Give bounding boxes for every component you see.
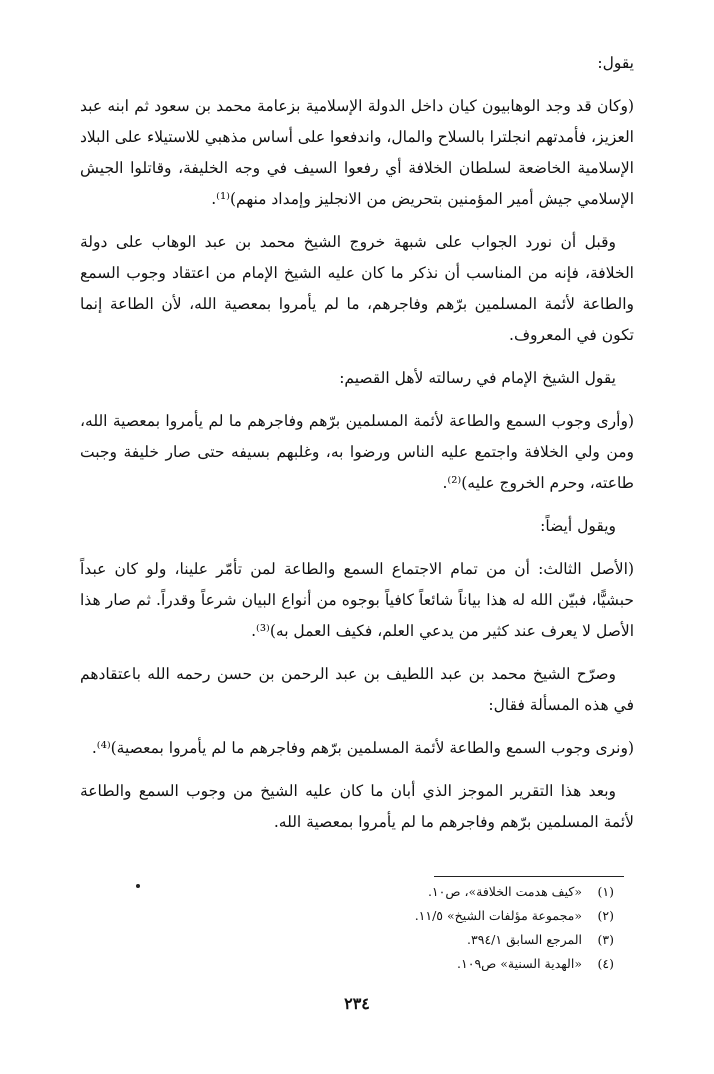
footnote-item: [194, 952, 614, 976]
paragraph-quote-1: (وكان قد وجد الوهابيون كيان داخل الدولة الإسلامية بزعامة محمد بن سعود ثم ابنه عبد العزيز، فأمدتهم انجلترا بالسلاح والمال، واندفعوا على أساس مذهبي للاستيلاء على البلاد الإسلامية الخاضعة لسلطان الخلافة أي رفعوا السيف في وجه الخليفة، وقاتلوا الجيش الإسلامي جيش أمير المؤمنين بتحريض من الانجليز وإمداد منهم)⁽¹⁾.: [80, 97, 634, 208]
paragraph-5: ويقول أيضاً:: [540, 517, 616, 535]
footnote-divider: [434, 876, 624, 877]
paragraph-intro: يقول:: [597, 54, 634, 72]
paragraph-quote-4: (ونرى وجوب السمع والطاعة لأئمة المسلمين برّهم وفاجرهم ما لم يأمروا بمعصية)⁽⁴⁾.: [91, 739, 634, 757]
paragraph-7: وصرّح الشيخ محمد بن عبد اللطيف بن عبد الرحمن بن حسن رحمه الله باعتقادهم في هذه المسألة فقال:: [80, 665, 634, 714]
footnote-number: (٣): [597, 932, 614, 947]
footnote-number: (٢): [597, 908, 614, 923]
page-number: ٢٣٤: [344, 994, 370, 1013]
footnote-text: «الهدية السنية» ص١٠٩.: [457, 956, 582, 971]
main-text: [80, 48, 634, 850]
footnote-item: [194, 880, 614, 904]
footnote-text: المرجع السابق ٣٩٤/١.: [467, 932, 582, 947]
footnotes: [194, 880, 614, 976]
stray-dot: [136, 884, 140, 888]
footnote-text: «مجموعة مؤلفات الشيخ» ١١/٥.: [414, 908, 582, 923]
paragraph-quote-2: (وأرى وجوب السمع والطاعة لأئمة المسلمين برّهم وفاجرهم ما لم يأمروا بمعصية الله، ومن ولي الخلافة واجتمع عليه الناس ورضوا به، وغلبهم بسيفه حتى صار خليفة وجبت طاعته، وحرم الخروج عليه)⁽²⁾.: [80, 412, 634, 492]
paragraph-9: وبعد هذا التقرير الموجز الذي أبان ما كان عليه الشيخ من وجوب السمع والطاعة لأئمة المسلمين برّهم وفاجرهم ما لم يأمروا بمعصية الله.: [80, 782, 634, 831]
footnote-number: (١): [597, 884, 614, 899]
footnote-item: [194, 928, 614, 952]
footnote-text: «كيف هدمت الخلافة»، ص١٠.: [427, 884, 582, 899]
paragraph-2: وقبل أن نورد الجواب على شبهة خروج الشيخ محمد بن عبد الوهاب على دولة الخلافة، فإنه من المناسب أن نذكر ما كان عليه الشيخ الإمام من اعتقاد وجوب السمع والطاعة لأئمة المسلمين برّهم وفاجرهم، ما لم يأمروا بمعصية الله، لأن الطاعة إنما تكون في المعروف.: [80, 233, 634, 344]
footnote-item: [194, 904, 614, 928]
paragraph-quote-3: (الأصل الثالث: أن من تمام الاجتماع السمع والطاعة لمن تأمّر علينا، ولو كان عبداً حبشيًّا، فبيّن الله له هذا بياناً شائعاً كافياً بوجوه من أنواع البيان شرعاً وقدراً. ثم صار هذا الأصل لا يعرف عند كثير من يدعي العلم، فكيف العمل به)⁽³⁾.: [80, 560, 634, 640]
footnote-number: (٤): [597, 956, 614, 971]
paragraph-3: يقول الشيخ الإمام في رسالته لأهل القصيم:: [339, 369, 616, 387]
